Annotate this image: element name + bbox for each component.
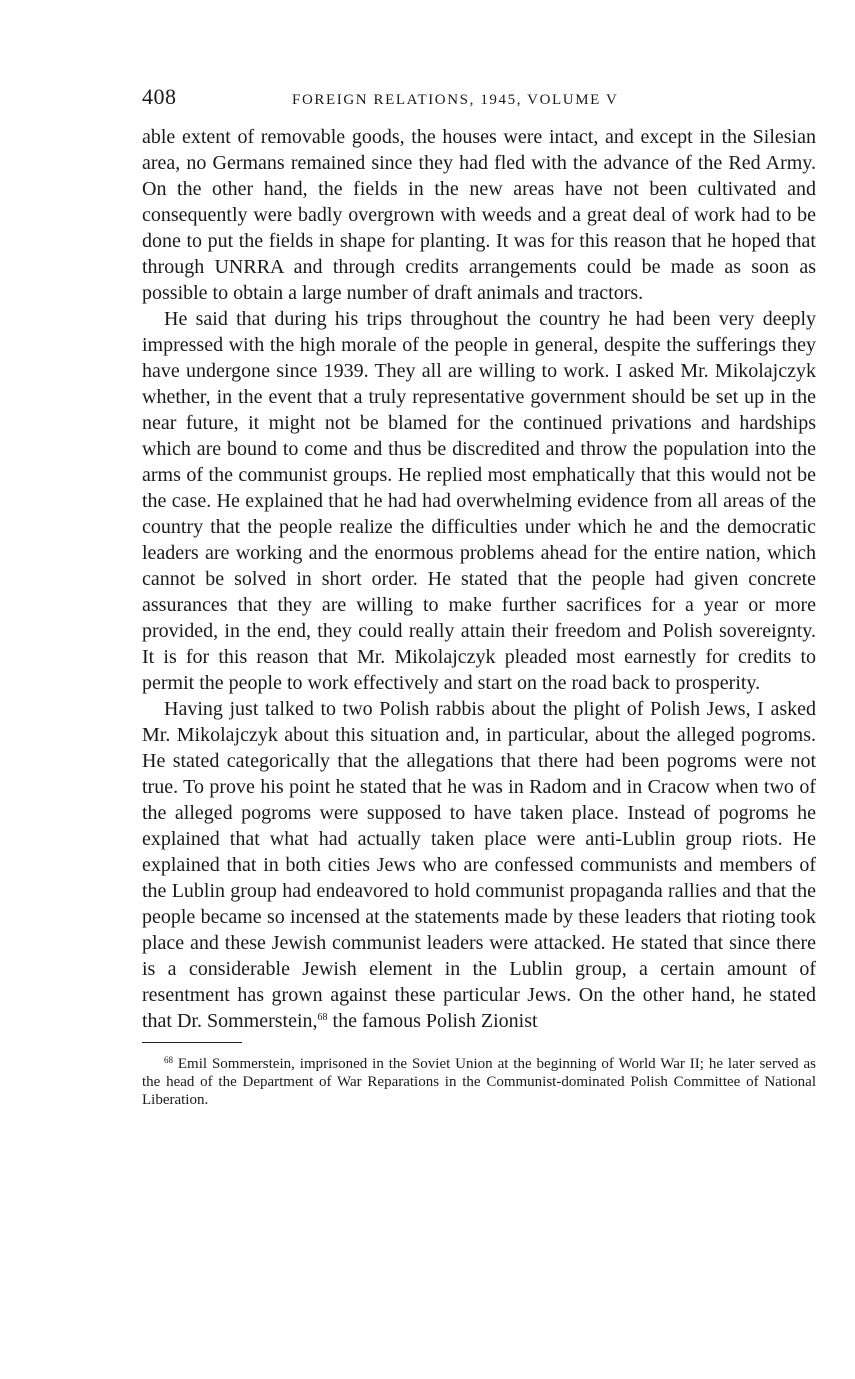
page-number: 408 bbox=[142, 84, 177, 109]
body-text bbox=[142, 124, 816, 1034]
paragraph-continued: able extent of removable goods, the houses were intact, and except in the Silesian area, no Germans remained since they had fled with the advance of the Red Army. On the other hand, the fields in the new areas have not been cultivated and consequently were badly overgrown with weeds and a great deal of work had to be done to put the fields in shape for planting. It was for this reason that he hoped that through UNRRA and through credits arrangements could be made as soon as possible to obtain a large number of draft animals and tractors. bbox=[142, 126, 816, 304]
footnote-text bbox=[142, 1055, 816, 1109]
paragraph-pogroms-tail: the famous Polish Zionist bbox=[327, 1010, 538, 1032]
running-head-title: FOREIGN RELATIONS, 1945, VOLUME V bbox=[292, 92, 619, 108]
document-page bbox=[142, 84, 816, 1109]
paragraph-pogroms bbox=[142, 696, 816, 1034]
footnote-marker: 68 bbox=[164, 1055, 173, 1065]
footnote-divider bbox=[142, 1042, 242, 1043]
footnote-reference: 68 bbox=[317, 1012, 328, 1023]
paragraph-morale: He said that during his trips throughout the country he had been very deeply impressed with the high morale of the people in general, despite the sufferings they have undergone since 1939. They all are willing to work. I asked Mr. Mikolajczyk whether, in the event that a truly representative government should be set up in the near future, it might not be blamed for the continued privations and hardships which are bound to come and thus be discredited and throw the population into the arms of the communist groups. He replied most emphatically that this would not be the case. He explained that he had had overwhelming evidence from all areas of the country that the people realize the difficulties under which he and the democratic leaders are working and the enormous problems ahead for the entire nation, which cannot be solved in short order. He stated that the people had given concrete assurances that they are willing to make further sacrifices for a year or more provided, in the end, they could really attain their freedom and Polish sovereignty. It is for this reason that Mr. Mikolajczyk pleaded most earnestly for credits to permit the people to work effectively and start on the road back to prosperity. bbox=[142, 308, 816, 694]
footnote bbox=[142, 1055, 816, 1109]
paragraph-pogroms-text: Having just talked to two Polish rabbis about the plight of Polish Jews, I asked Mr. Mikolajczyk about this situation and, in particular, about the alleged pogroms. He stated categorically that the allegations that there had been pogroms were not true. To prove his point he stated that he was in Radom and in Cracow when two of the alleged pogroms were supposed to have taken place. Instead of pogroms he explained that what had actually taken place were anti-Lublin group riots. He explained that in both cities Jews who are confessed communists and members of the Lublin group had endeavored to hold communist propaganda rallies and that the people became so incensed at the statements made by these leaders that rioting took place and these Jewish communist leaders were attacked. He stated that since there is a considerable Jewish element in the Lublin group, a certain amount of resentment has grown against these particular Jews. On the other hand, he stated that Dr. Sommerstein, bbox=[142, 698, 816, 1032]
running-head bbox=[142, 84, 816, 114]
footnote-body: Emil Sommerstein, imprisoned in the Soviet Union at the beginning of World War II; he later served as the head of the Department of War Reparations in the Communist-dominated Polish Committee of National Liberation. bbox=[142, 1056, 816, 1108]
